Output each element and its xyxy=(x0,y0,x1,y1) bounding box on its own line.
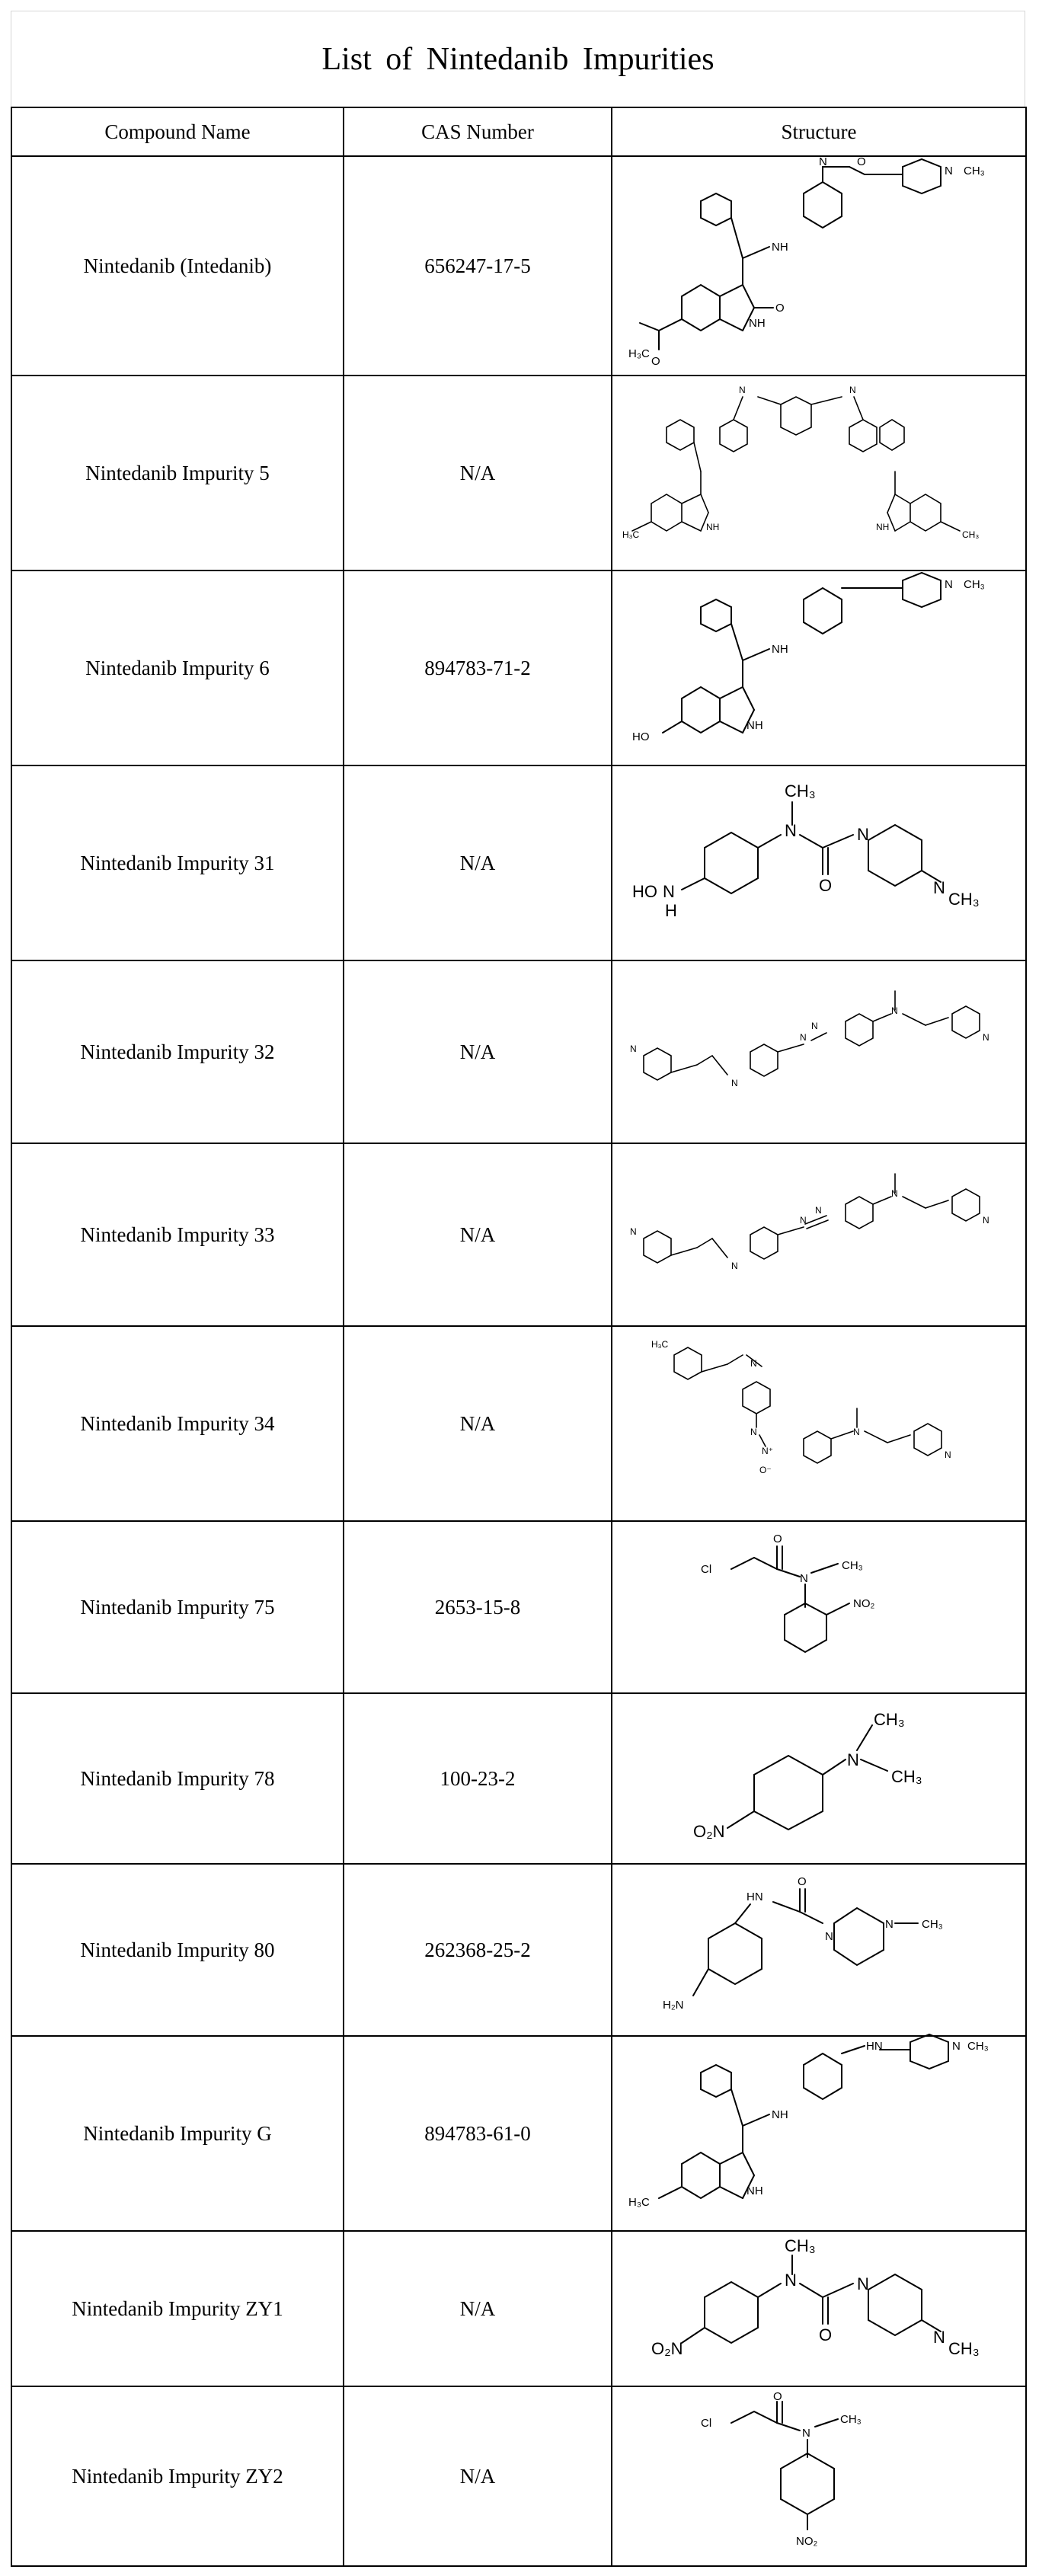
table-row xyxy=(11,2386,1026,2566)
label-o2n: O₂N xyxy=(651,2339,683,2358)
label-amide-hn: HN xyxy=(866,2040,883,2053)
label-carbonyl-oxygen: O xyxy=(819,2325,833,2344)
label-piperazine-n-left: N xyxy=(630,1226,637,1237)
cas-number-cell: N/A xyxy=(344,2386,612,2566)
cas-number-cell: N/A xyxy=(344,376,612,570)
label-piperazine-n-right: N xyxy=(983,1215,989,1226)
table-header-row xyxy=(11,107,1026,156)
label-carbonyl-oxygen: O xyxy=(775,302,785,315)
label-n-methyl: CH₃ xyxy=(948,890,980,909)
impurity-32-structure xyxy=(628,968,1009,1136)
label-amide-n-left: N xyxy=(731,1078,738,1088)
table-row xyxy=(11,156,1026,376)
structure-cell xyxy=(612,2231,1026,2386)
structure-cell xyxy=(612,376,1026,570)
label-carbonyl-oxygen: O xyxy=(773,1532,782,1545)
compound-name-cell: Nintedanib Impurity 32 xyxy=(11,960,344,1143)
compound-name-cell: Nintedanib Impurity 33 xyxy=(11,1143,344,1326)
table-row xyxy=(11,1143,1026,1326)
label-aniline-nh: NH xyxy=(772,643,788,656)
label-nh-indole: NH xyxy=(746,2184,763,2197)
label-hn: HN xyxy=(746,1890,763,1903)
label-ch3-amide: CH₃ xyxy=(785,781,816,801)
label-piperazine-n4: N xyxy=(885,1918,894,1931)
label-amide-n-left: N xyxy=(731,1261,738,1271)
label-cl: Cl xyxy=(701,1563,712,1576)
structure-cell xyxy=(612,2386,1026,2566)
impurity-6-structure xyxy=(628,577,1009,759)
compound-name-cell: Nintedanib Impurity G xyxy=(11,2036,344,2231)
compound-name-cell: Nintedanib Impurity 5 xyxy=(11,376,344,570)
label-aniline-nh: NH xyxy=(772,241,788,254)
label-n-methyl: CH₃ xyxy=(922,1918,943,1931)
label-ch3-top: CH₃ xyxy=(874,1710,905,1729)
label-hydrazo-n2: N xyxy=(811,1021,818,1031)
label-h2n: H₂N xyxy=(663,1999,684,2012)
label-carbonyl-oxygen: O xyxy=(773,2390,782,2403)
cas-number-cell: N/A xyxy=(344,1326,612,1521)
label-n-methyl: CH₃ xyxy=(967,2040,989,2053)
label-amide-n-right: N xyxy=(891,1005,898,1016)
label-n-methyl: CH₃ xyxy=(964,165,985,177)
table-row xyxy=(11,1693,1026,1864)
cas-number-cell: 100-23-2 xyxy=(344,1693,612,1864)
compound-name-cell: Nintedanib Impurity 75 xyxy=(11,1521,344,1693)
compound-name-cell: Nintedanib Impurity ZY2 xyxy=(11,2386,344,2566)
label-ch3-right: CH₃ xyxy=(962,529,980,540)
label-amide-n: N xyxy=(785,2271,797,2290)
label-n-methyl: CH₃ xyxy=(842,1559,863,1572)
label-ester-oxygen: O xyxy=(651,355,660,368)
label-methyl: H₃C xyxy=(628,347,650,360)
label-ch3-bottom: CH₃ xyxy=(891,1767,922,1786)
label-piperazine-n: N xyxy=(945,165,953,177)
cas-number-cell: 894783-61-0 xyxy=(344,2036,612,2231)
label-piperazine-n4: N xyxy=(933,2328,945,2347)
impurity-5-structure xyxy=(621,382,1017,564)
label-azo-n2: N xyxy=(815,1205,822,1216)
impurity-80-structure xyxy=(628,1870,1009,2030)
label-amide-n-right: N xyxy=(849,385,856,395)
label-nh-indole: NH xyxy=(749,317,766,330)
label-amide-n-top: N xyxy=(750,1358,757,1369)
structure-cell xyxy=(612,1693,1026,1864)
cas-number-cell: N/A xyxy=(344,765,612,960)
table-row xyxy=(11,960,1026,1143)
impurity-g-structure xyxy=(628,2042,1009,2225)
label-hydrazo-n1: N xyxy=(800,1032,807,1043)
cas-number-cell: N/A xyxy=(344,2231,612,2386)
label-piperazine-n-left: N xyxy=(630,1044,637,1054)
column-header-compound-name: Compound Name xyxy=(11,107,344,156)
label-nh-left: NH xyxy=(706,522,720,532)
structure-cell xyxy=(612,960,1026,1143)
cas-number-cell: 2653-15-8 xyxy=(344,1521,612,1693)
table-row xyxy=(11,2036,1026,2231)
cas-number-cell: 656247-17-5 xyxy=(344,156,612,376)
label-piperazine-n1: N xyxy=(857,825,869,844)
table-row xyxy=(11,570,1026,765)
label-methyl: H₃C xyxy=(628,2196,650,2209)
compound-name-cell: Nintedanib Impurity 34 xyxy=(11,1326,344,1521)
label-cl: Cl xyxy=(701,2417,712,2430)
label-no2: NO₂ xyxy=(796,2535,818,2548)
label-o2n: O₂N xyxy=(693,1822,725,1841)
document-sheet xyxy=(11,11,1025,2567)
label-nh-indole: NH xyxy=(746,719,763,732)
label-amine-n: N xyxy=(847,1750,859,1769)
compound-name-cell: Nintedanib (Intedanib) xyxy=(11,156,344,376)
impurity-zy1-structure xyxy=(628,2236,1009,2381)
label-amide-n-left: N xyxy=(739,385,746,395)
structure-cell xyxy=(612,1521,1026,1693)
compound-name-cell: Nintedanib Impurity ZY1 xyxy=(11,2231,344,2386)
impurity-33-structure xyxy=(628,1151,1009,1318)
cas-number-cell: 262368-25-2 xyxy=(344,1864,612,2036)
label-amide-n-bottom: N xyxy=(853,1427,860,1437)
label-ch3-amide: CH₃ xyxy=(785,2236,816,2255)
compound-name-cell: Nintedanib Impurity 6 xyxy=(11,570,344,765)
label-piperazine-n-right: N xyxy=(983,1032,989,1043)
label-azoxy-n-plus: N⁺ xyxy=(762,1446,773,1456)
impurity-zy2-structure xyxy=(628,2392,1009,2560)
table-row xyxy=(11,376,1026,570)
label-amide-n: N xyxy=(800,1572,808,1585)
label-piperazine-n: N xyxy=(945,578,953,591)
label-amide-n: N xyxy=(802,2427,810,2440)
label-piperazine-n1: N xyxy=(857,2274,869,2293)
label-carbonyl-oxygen: O xyxy=(798,1875,807,1888)
column-header-cas-number: CAS Number xyxy=(344,107,612,156)
column-header-structure: Structure xyxy=(612,107,1026,156)
label-n-methyl: CH₃ xyxy=(840,2413,862,2426)
label-amide-n: N xyxy=(785,821,797,840)
compound-name-cell: Nintedanib Impurity 78 xyxy=(11,1693,344,1864)
label-n-methyl: CH₃ xyxy=(948,2339,980,2358)
label-methyl-left: H₃C xyxy=(622,529,640,540)
table-row xyxy=(11,2231,1026,2386)
cas-number-cell: N/A xyxy=(344,1143,612,1326)
table-row xyxy=(11,1864,1026,2036)
label-piperazine-n: N xyxy=(945,1449,951,1460)
label-carbonyl-oxygen: O xyxy=(819,876,833,895)
impurity-31-structure xyxy=(628,775,1009,951)
label-amide-oxygen: O xyxy=(857,155,866,168)
table-row xyxy=(11,1521,1026,1693)
structure-cell xyxy=(612,570,1026,765)
label-n-methyl: CH₃ xyxy=(964,578,985,591)
page-title: List of Nintedanib Impurities xyxy=(11,11,1025,107)
impurity-78-structure xyxy=(628,1699,1009,1858)
table-row xyxy=(11,1326,1026,1521)
label-methyl: H₃C xyxy=(651,1339,669,1350)
structure-cell xyxy=(612,765,1026,960)
label-azoxy-n: N xyxy=(750,1427,757,1437)
label-ho: HO xyxy=(632,882,657,901)
impurity-34-structure xyxy=(628,1332,1009,1515)
label-piperazine-n1: N xyxy=(825,1930,833,1943)
compound-name-cell: Nintedanib Impurity 80 xyxy=(11,1864,344,2036)
structure-cell xyxy=(612,2036,1026,2231)
structure-cell xyxy=(612,1864,1026,2036)
label-ho: HO xyxy=(632,730,650,743)
label-piperazine-n4: N xyxy=(933,878,945,897)
structure-cell xyxy=(612,156,1026,376)
label-n-hydroxy: N xyxy=(663,882,675,901)
label-nh-right: NH xyxy=(876,522,890,532)
cas-number-cell: N/A xyxy=(344,960,612,1143)
impurity-75-structure xyxy=(628,1527,1009,1687)
label-amide-n: N xyxy=(819,155,827,168)
table-row xyxy=(11,765,1026,960)
structure-cell xyxy=(612,1326,1026,1521)
structure-cell xyxy=(612,1143,1026,1326)
cas-number-cell: 894783-71-2 xyxy=(344,570,612,765)
nintedanib-structure xyxy=(628,155,1009,369)
label-azo-n1: N xyxy=(800,1215,807,1226)
label-piperazine-n: N xyxy=(952,2040,961,2053)
label-azoxy-o-minus: O⁻ xyxy=(759,1465,772,1475)
label-amide-n-right: N xyxy=(891,1188,898,1199)
label-h: H xyxy=(665,901,677,920)
impurities-table xyxy=(11,107,1027,2567)
label-aniline-nh: NH xyxy=(772,2108,788,2121)
label-no2: NO₂ xyxy=(853,1597,875,1610)
compound-name-cell: Nintedanib Impurity 31 xyxy=(11,765,344,960)
